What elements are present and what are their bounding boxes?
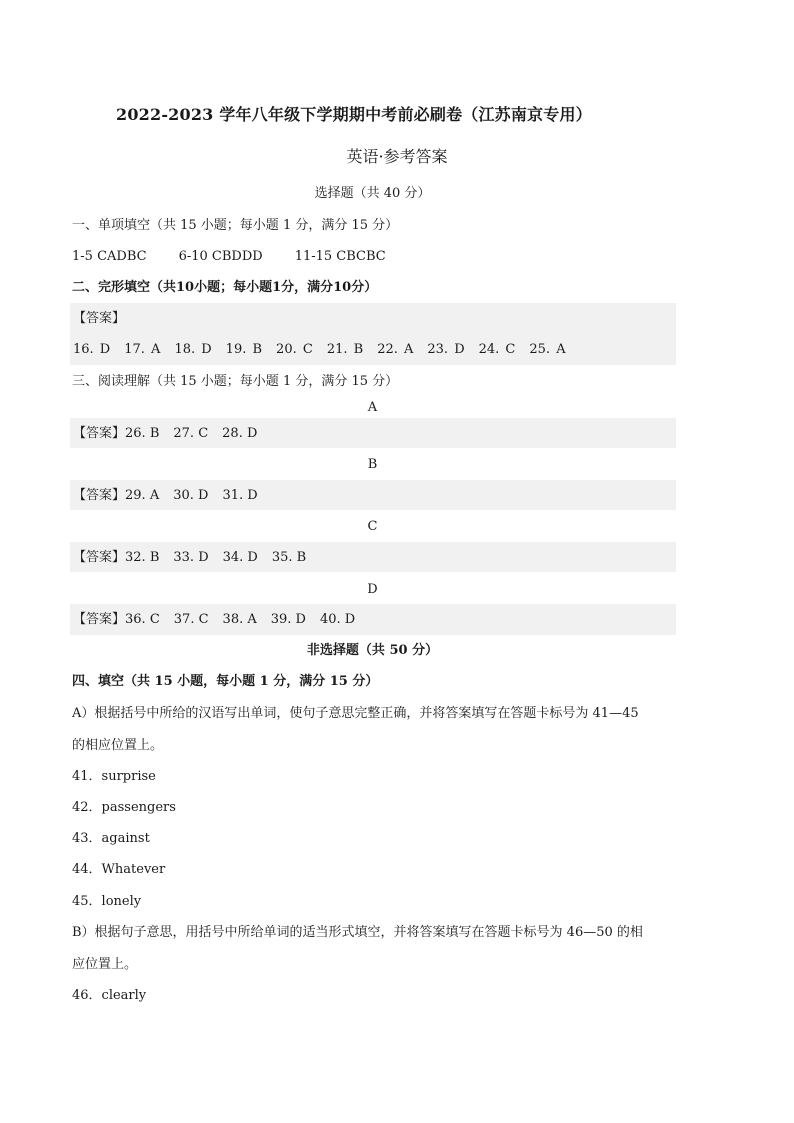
section4-partB-instruction: B）根据句子意思，用括号中所给单词的适当形式填空，并将答案填写在答题卡标号为 46—50 的相 [72,925,643,940]
passage-answers [73,488,258,504]
section1-answers [72,249,386,265]
answer-label: 【答案】 [73,612,126,627]
answer-item: 25. A [529,342,566,357]
section2-answers [73,342,566,358]
answer-item: 17. A [124,342,161,357]
section1-heading: 一、单项填空（共 15 小题；每小题 1 分，满分 15 分） [72,218,399,233]
answer-item: 35. B [271,550,307,565]
answer-item: 34. D [222,550,258,565]
answer-item: 21. B [326,342,364,357]
answer-item: 16. D [73,342,111,357]
fill-answer-item: 42．passengers [72,800,176,815]
passage-letter: B [367,457,378,472]
answer-item: 23. D [427,342,465,357]
answer-item: 20. C [276,342,313,357]
part1-header: 选择题（共 40 分） [314,186,431,201]
fill-answer-item: 44．Whatever [72,862,166,877]
section4-partB-instruction-cont: 应位置上。 [72,957,138,972]
section1-answer-group: 6-10 CBDDD [178,249,263,264]
part2-header: 非选择题（共 50 分） [306,643,439,658]
answer-label: 【答案】 [73,426,126,441]
answer-item: 19. B [225,342,263,357]
answer-item: 28. D [222,426,258,441]
answer-item: 38. A [222,612,257,627]
passage-answers [73,550,306,566]
answer-item: 37. C [173,612,209,627]
answer-item: 31. D [222,488,258,503]
answer-item: 36. C [125,612,160,627]
fill-answer-item: 43．against [72,831,150,846]
answer-item: 33. D [173,550,209,565]
document-title: 2022-2023 学年八年级下学期期中考前必刷卷（江苏南京专用） [116,105,592,124]
passage-answers [73,612,355,628]
section2-heading: 二、完形填空（共10小题；每小题1分，满分10分） [72,280,378,295]
section3-heading: 三、阅读理解（共 15 小题；每小题 1 分，满分 15 分） [72,374,399,389]
answer-item: 39. D [270,612,306,627]
answer-item: 30. D [173,488,209,503]
section1-answer-group: 1-5 CADBC [72,249,147,264]
passage-letter: D [367,582,378,597]
passage-answers [73,426,257,442]
fill-answer-item: 41．surprise [72,769,156,784]
passage-letter: C [367,519,378,534]
answer-label: 【答案】 [73,488,126,503]
answer-item: 22. A [377,342,414,357]
answer-item: 32. B [125,550,160,565]
answer-item: 24. C [478,342,516,357]
section4-partA-instruction-cont: 的相应位置上。 [72,738,164,753]
passage-letter: A [367,400,378,415]
answer-item: 18. D [174,342,212,357]
document-subtitle: 英语·参考答案 [346,147,448,166]
fill-answer-item: 46．clearly [72,988,147,1003]
section1-answer-group: 11-15 CBCBC [294,249,386,264]
answer-item: 29. A [125,488,160,503]
answer-label: 【答案】 [73,550,126,565]
section4-heading: 四、填空（共 15 小题，每小题 1 分，满分 15 分） [72,674,379,689]
answer-item: 40. D [319,612,356,627]
answer-item: 26. B [125,426,160,441]
fill-answer-item: 45．lonely [72,894,142,909]
section2-answer-label: 【答案】 [73,311,126,326]
section4-partA-instruction: A）根据括号中所给的汉语写出单词，使句子意思完整正确，并将答案填写在答题卡标号为 41—45 [72,706,639,721]
answer-item: 27. C [173,426,209,441]
